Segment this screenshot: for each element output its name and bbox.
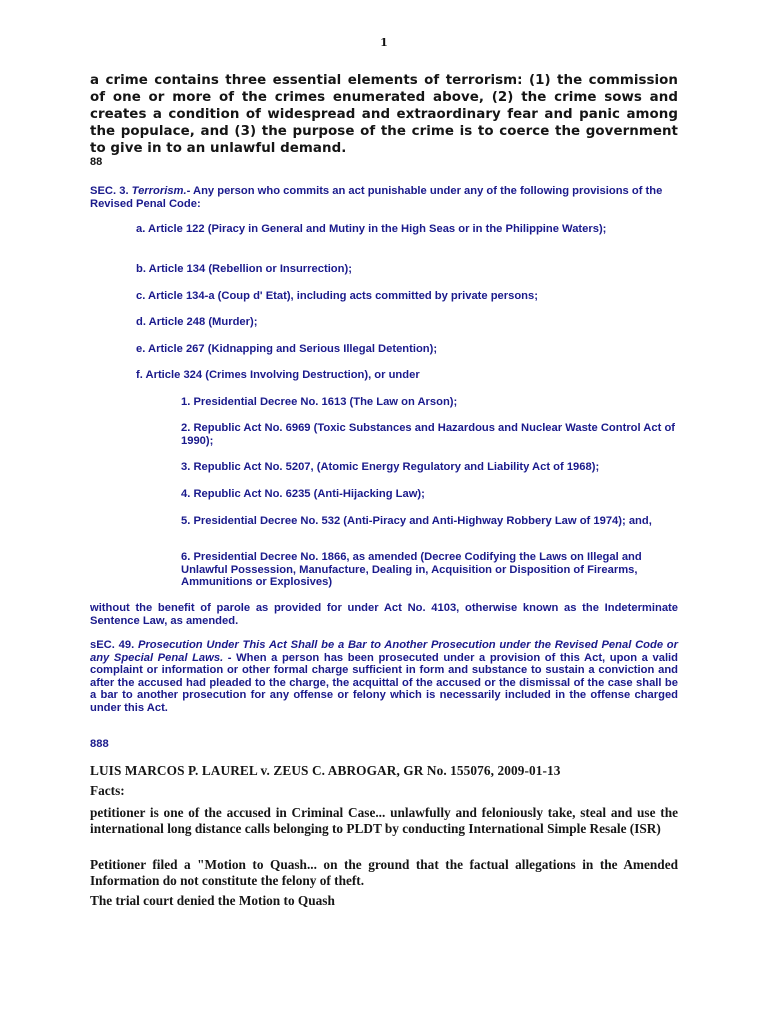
sec3-prefix: SEC. 3. bbox=[90, 185, 129, 197]
law-item: 2. Republic Act No. 6969 (Toxic Substances and Hazardous and Nuclear Waste Control Act of 1990); bbox=[181, 422, 676, 447]
law-item: 5. Presidential Decree No. 532 (Anti-Piracy and Anti-Highway Robbery Law of 1974); and, bbox=[181, 515, 652, 527]
law-item: 3. Republic Act No. 5207, (Atomic Energy Regulatory and Liability Act of 1968); bbox=[181, 461, 600, 473]
sec3-text: - Any person who commits an act punishable under any of the following provisions of the Revised Penal Code: bbox=[90, 185, 663, 210]
article-item: d. Article 248 (Murder); bbox=[136, 316, 258, 328]
facts-paragraph: petitioner is one of the accused in Criminal Case... unlawfully and feloniously take, steal and use the international long distance calls belonging to PLDT by conducting International Simple Resale (ISR) bbox=[90, 805, 678, 836]
closing-paragraph: without the benefit of parole as provided for under Act No. 4103, otherwise known as the Indeterminate Sentence Law, as amended. bbox=[90, 602, 678, 627]
sec49-prefix: sEC. 49. bbox=[90, 639, 135, 651]
article-item: e. Article 267 (Kidnapping and Serious Illegal Detention); bbox=[136, 343, 438, 355]
article-item: c. Article 134-a (Coup d' Etat), including acts committed by private persons; bbox=[136, 290, 538, 302]
article-item: b. Article 134 (Rebellion or Insurrection); bbox=[136, 263, 352, 275]
case-title: LUIS MARCOS P. LAUREL v. ZEUS C. ABROGAR, GR No. 155076, 2009-01-13 bbox=[90, 763, 561, 778]
article-item: a. Article 122 (Piracy in General and Mutiny in the High Seas or in the Philippine Waters); bbox=[136, 223, 607, 235]
law-item: 6. Presidential Decree No. 1866, as amended (Decree Codifying the Laws on Illegal and Unlawful Possession, Manufacture, Dealing in, Acquisition or Disposition of Firearms, Ammunitions or Explosives) bbox=[181, 551, 642, 588]
sec49-paragraph bbox=[90, 639, 678, 714]
sec49-text: - When a person has been prosecuted under a provision of this Act, upon a valid complaint or information or other formal charge sufficient in form and substance to sustain a conviction and after the accused had pleaded to the charge, the acquittal of the accused or the dismissal of the case shall be a bar to another prosecution for any offense or felony which is necessarily included in the offense charged under this Act. bbox=[90, 651, 678, 714]
page-number: 1 bbox=[380, 36, 388, 49]
sec3-paragraph bbox=[90, 185, 680, 210]
facts-paragraph: Petitioner filed a "Motion to Quash... on the ground that the factual allegations in the Amended Information do not constitute the felony of theft. bbox=[90, 857, 678, 888]
intro-paragraph: a crime contains three essential elements of terrorism: (1) the commission of one or more of the crimes enumerated above, (2) the crime sows and creates a condition of widespread and extraordinary fear and panic among the populace, and (3) the purpose of the crime is to coerce the government to give in to an unlawful demand. bbox=[90, 73, 678, 156]
law-item: 1. Presidential Decree No. 1613 (The Law on Arson); bbox=[181, 396, 458, 408]
marker-888: 888 bbox=[90, 738, 109, 750]
marker-88: 88 bbox=[90, 156, 103, 168]
facts-paragraph: The trial court denied the Motion to Quash bbox=[90, 893, 335, 908]
article-item: f. Article 324 (Crimes Involving Destruction), or under bbox=[136, 369, 420, 381]
sec49-heading: Prosecution Under This Act Shall be a Bar to Another Prosecution under the Revised Penal Code or any Special Penal Laws. bbox=[90, 639, 678, 664]
facts-label: Facts: bbox=[90, 783, 125, 798]
sec3-heading: Terrorism. bbox=[131, 185, 187, 197]
law-item: 4. Republic Act No. 6235 (Anti-Hijacking Law); bbox=[181, 488, 425, 500]
